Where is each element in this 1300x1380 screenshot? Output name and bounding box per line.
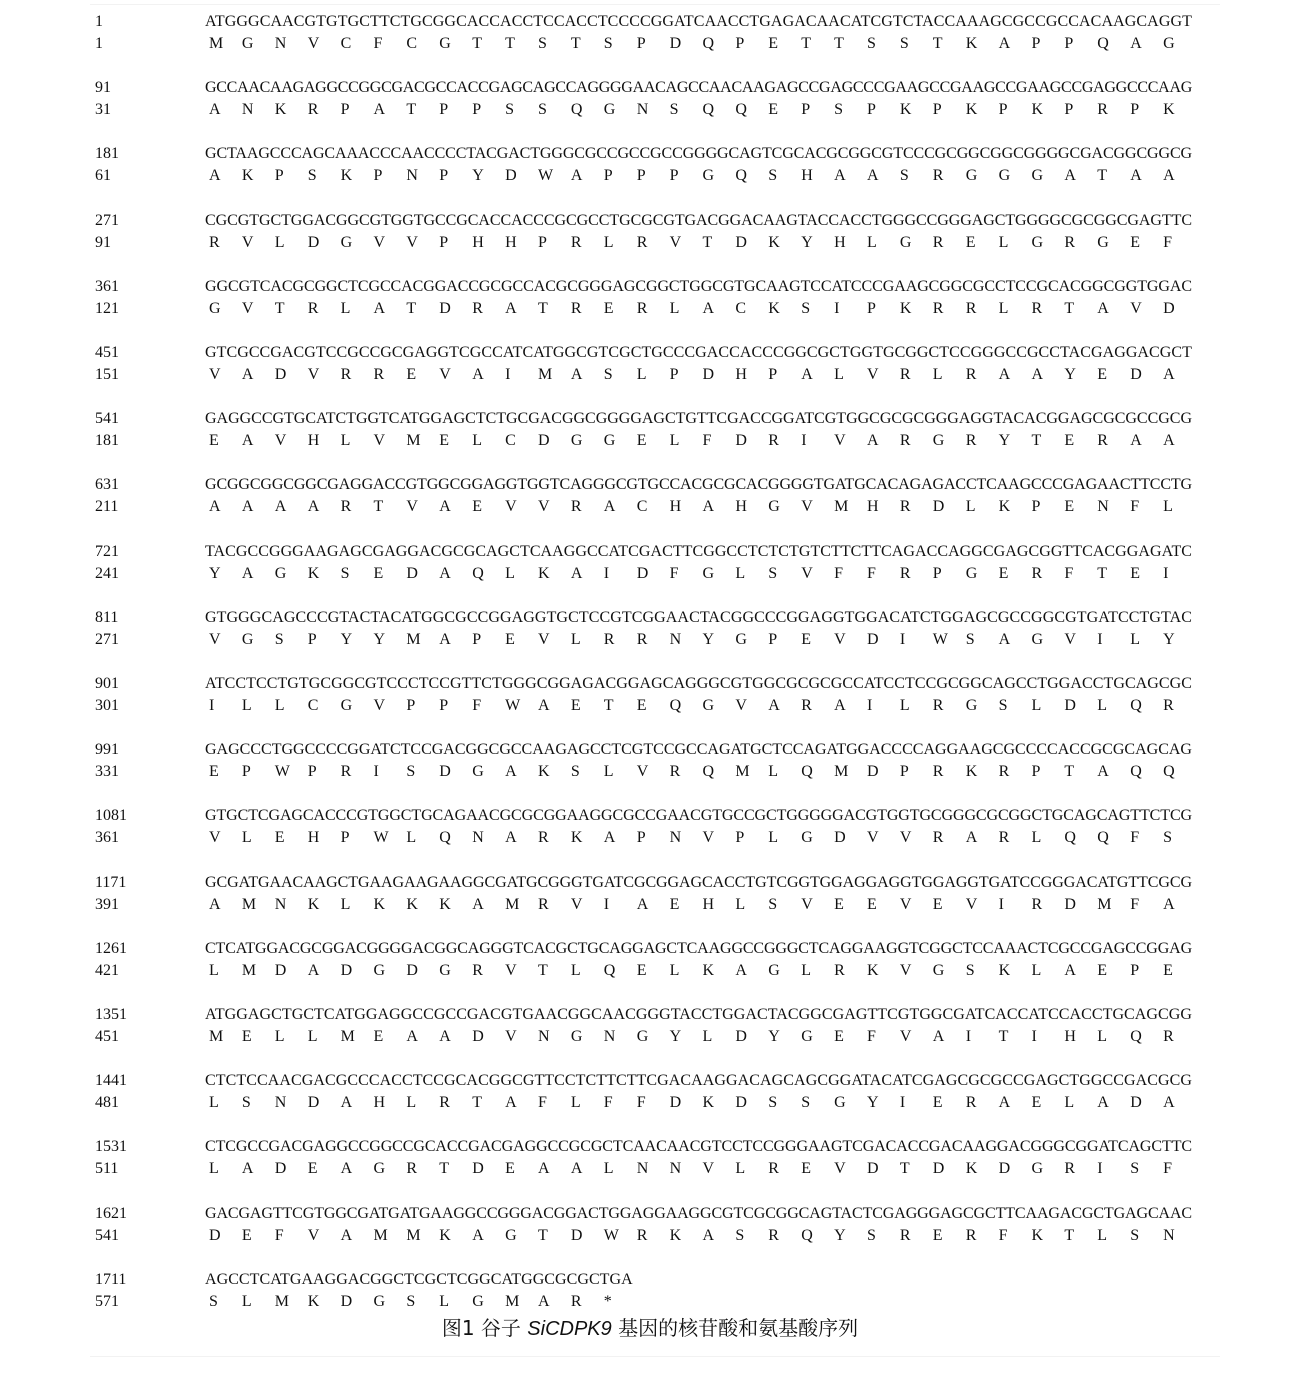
nucleotide-sequence: GCGATGAACAAGCTGAAGAAGAAGGCGATGCGGGTGATCGCGGAGCACCTGTCGGTGGAGGAGGTGGAGGTGATCCGGGACATGTTCGCG	[205, 873, 1192, 891]
nucleotide-sequence: GAGGCCGTGCATCTGGTCATGGAGCTCTGCGACGGCGGGGAGCTGTTCGACCGGATCGTGGCGCGCGGGAGGTACACGGAGCGCGCCGCG	[205, 410, 1193, 428]
sequence-block: 1351 ATGGAGCTGCTCATGGAGGCCGCCGACGTGAACGGCAACGGGTACCTGGACTACGGCGAGTTCGTGGCGATCACCATCCACCTGCAGCGG 451 M E L L M E A A D V N G N G Y L D Y G E F V A I T I H L Q R	[95, 1006, 1192, 1045]
nucleotide-sequence: GTCGCCGACGTCCGCCGCGAGGTCGCCATCATGGCGTCGCTGCCCGACCACCCGGCGCTGGTGCGGCTCCGGGCCGCCTACGAGGACGCT	[205, 344, 1192, 361]
sequence-block: 811 GTGGGCAGCCCGTACTACATGGCGCCGGAGGTGCTCCGTCGGAACTACGGCCCGGAGGTGGACATCTGGAGCGCCGGCGTGATCCTGTAC 271 V G S P Y Y M A P E V L R R N Y G P E V D I W S A G V I L Y	[95, 608, 1192, 648]
nucleotide-position: 451	[95, 344, 119, 361]
nucleotide-position: 1	[95, 13, 103, 30]
nucleotide-sequence: GGCGTCACGCGGCTCGCCACGGACCGCGCCACGCGGGAGCGGCTGGCGTGCAAGTCCATCCCGAAGCGGCGCCTCCGCACGGCGGTGGAC	[205, 277, 1193, 295]
amino-acid-position: 331	[95, 763, 119, 781]
amino-acid-position: 181	[95, 432, 119, 450]
nucleotide-position: 1081	[95, 807, 127, 825]
sequence-block: 1081 GTGCTCGAGCACCCGTGGCTGCAGAACGCGCGGAAGGCGCCGAACGTGCCGCTGGGGGACGTGGTGCGGGCGCGGCTGCAGCAGTTCTCG 361 V L E H P W L Q N A R K A P N V P L G D V V R A R L Q Q F S	[95, 807, 1192, 847]
nucleotide-position: 1711	[95, 1270, 127, 1288]
amino-acid-position: 481	[95, 1094, 119, 1112]
nucleotide-sequence: GTGGGCAGCCCGTACTACATGGCGCCGGAGGTGCTCCGTCGGAACTACGGCCCGGAGGTGGACATCTGGAGCGCCGGCGTGATCCTGTAC	[205, 608, 1192, 626]
amino-acid-position: 1	[95, 35, 103, 52]
amino-acid-position: 61	[95, 167, 111, 185]
sequence-block: 721 TACGCCGGGAAGAGCGAGGACGCGCAGCTCAAGGCCATCGACTTCGGCCTCTCTGTCTTCTTCAGACCAGGCGAGCGGTTCACGGAGATC 241 Y A G K S E D A Q L K A I D F G L S V F F R P G E R F T E I	[95, 542, 1192, 582]
nucleotide-position: 541	[95, 410, 119, 428]
sequence-block: 91 GCCAACAAGAGGCCGGCGACGCCACCGAGCAGCCAGGGGAACAGCCAACAAGAGCCGAGCCCGAAGCCGAAGCCGAAGCCGAGGCCCAAG 31 A N K R P A T P P S S Q G N S Q Q E P S P K P K P K P R P K	[95, 79, 1193, 119]
top-rule	[90, 4, 1220, 5]
amino-acid-position: 211	[95, 498, 119, 516]
amino-acid-position: 241	[95, 564, 119, 582]
nucleotide-position: 1441	[95, 1072, 127, 1090]
sequence-block: 1441 CTCTCCAACGACGCCCACCTCCGCACGGCGTTCCTCTTCTTCGACAAGGACAGCAGCGGATACATCGAGCGCGCCGAGCTGGCCGACGCG 481 L S N D A H L R T A F L F F D K D S S G Y I E R A E L A D A	[95, 1072, 1192, 1112]
sequence-block: 1621 GACGAGTTCGTGGCGATGATGAAGGCCGGGACGGACTGGAGGAAGGCGTCGCGGCAGTACTCGAGGGAGCGCTTCAAGACGCTGAGCAAC 541 D E F V A M M K A G T D W R K A S R Q Y S R E R F K T L S N	[95, 1204, 1193, 1244]
nucleotide-position: 811	[95, 608, 119, 626]
sequence-block: 1261 CTCATGGACGCGGACGGGGACGGCAGGGTCACGCTGCAGGAGCTCAAGGCCGGGCTCAGGAAGGTCGGCTCCAAACTCGCCGAGCCGGAG 421 L M D A D G D G R V T L Q E L K A G L R K V G S K L A E P E	[95, 939, 1193, 979]
sequence-block: 1531 CTCGCCGACGAGGCCGGCCGCACCGACGAGGCCGCGCTCAACAACGTCCTCCGGGAAGTCGACACCGACAAGGACGGGCGGATCAGCTTC 511 L A D E A G R T D E A A L N N V L R E V D T D K D G R I S F	[95, 1138, 1192, 1178]
sequence-block: 541 GAGGCCGTGCATCTGGTCATGGAGCTCTGCGACGGCGGGGAGCTGTTCGACCGGATCGTGGCGCGCGGGAGGTACACGGAGCGCGCCGCG 181 E A V H L V M E L C D G G E L F D R I V A R G R Y T E R A A	[95, 410, 1193, 450]
nucleotide-position: 1351	[95, 1006, 127, 1023]
amino-acid-position: 391	[95, 895, 119, 913]
caption-prefix: 图1 谷子	[441, 1316, 528, 1340]
nucleotide-sequence: CGCGTGCTGGACGGCGTGGTGCCGCACCACCCGCGCCTGCGCGTGACGGACAAGTACCACCTGGGCCGGGAGCTGGGGCGCGGCGAGTTC	[205, 211, 1192, 229]
nucleotide-position: 631	[95, 476, 119, 494]
sequence-block: 1 ATGGGCAACGTGTGCTTCTGCGGCACCACCTCCACCTCCCCGGATCAACCTGAGACAACATCGTCTACCAAAGCGCCGCCACAAGCAGGT 1 M G N V C F C G T T S T S P D Q P E T T S S T K A P P Q A G	[95, 13, 1192, 52]
bottom-rule	[90, 1356, 1220, 1357]
nucleotide-sequence: ATCCTCCTGTGCGGCGTCCCTCCGTTCTGGGCGGAGACGGAGCAGGGCGTGGCGCGCGCCATCCTCCGCGGCAGCCTGGACCTGCAGCGC	[205, 675, 1192, 692]
sequence-block: 991 GAGCCCTGGCCCCGGATCTCCGACGGCGCCAAGAGCCTCGTCCGCCAGATGCTCCAGATGGACCCCAGGAAGCGCCCCACCGCGCAGCAG 331 E P W P R I S D G A K S L V R Q M L Q M D P R K R P T A Q Q	[95, 741, 1192, 781]
sequence-block: 1711 AGCCTCATGAAGGACGGCTCGCTCGGCATGGCGCGCTGA 571 S L M K D G S L G M A R *	[95, 1270, 633, 1310]
amino-acid-position: 91	[95, 233, 111, 251]
nucleotide-position: 901	[95, 675, 119, 692]
amino-acid-position: 121	[95, 299, 119, 317]
nucleotide-position: 91	[95, 79, 111, 97]
nucleotide-position: 181	[95, 145, 119, 163]
nucleotide-sequence: GACGAGTTCGTGGCGATGATGAAGGCCGGGACGGACTGGAGGAAGGCGTCGCGGCAGTACTCGAGGGAGCGCTTCAAGACGCTGAGCAAC	[205, 1204, 1193, 1222]
nucleotide-sequence: ATGGAGCTGCTCATGGAGGCCGCCGACGTGAACGGCAACGGGTACCTGGACTACGGCGAGTTCGTGGCGATCACCATCCACCTGCAGCGG	[205, 1006, 1192, 1023]
amino-acid-position: 31	[95, 101, 111, 119]
sequence-block: 901 ATCCTCCTGTGCGGCGTCCCTCCGTTCTGGGCGGAGACGGAGCAGGGCGTGGCGCGCGCCATCCTCCGCGGCAGCCTGGACCTGCAGCGC 301 I L L C G V P P F W A E T E Q G V A R A I L R G S L D L Q R	[95, 675, 1192, 714]
nucleotide-sequence: GAGCCCTGGCCCCGGATCTCCGACGGCGCCAAGAGCCTCGTCCGCCAGATGCTCCAGATGGACCCCAGGAAGCGCCCCACCGCGCAGCAG	[205, 741, 1192, 759]
nucleotide-sequence: GCCAACAAGAGGCCGGCGACGCCACCGAGCAGCCAGGGGAACAGCCAACAAGAGCCGAGCCCGAAGCCGAAGCCGAAGCCGAGGCCCAAG	[205, 79, 1193, 97]
nucleotide-position: 721	[95, 542, 119, 560]
nucleotide-sequence: GCGGCGGCGGCGAGGACCGTGGCGGAGGTGGTCAGGGCGTGCCACGCGCACGGGGTGATGCACAGAGACCTCAAGCCCGAGAACTTCCTG	[205, 476, 1192, 494]
caption-suffix: 基因的核苷酸和氨基酸序列	[611, 1316, 859, 1340]
amino-acid-position: 511	[95, 1160, 119, 1178]
caption-gene-name: SiCDPK9	[527, 1318, 612, 1340]
nucleotide-sequence: GTGCTCGAGCACCCGTGGCTGCAGAACGCGCGGAAGGCGCCGAACGTGCCGCTGGGGGACGTGGTGCGGGCGCGGCTGCAGCAGTTCTCG	[205, 807, 1192, 825]
sequence-block: 1171 GCGATGAACAAGCTGAAGAAGAAGGCGATGCGGGTGATCGCGGAGCACCTGTCGGTGGAGGAGGTGGAGGTGATCCGGGACATGTTCGCG 391 A M N K L K K K A M R V I A E H L S V E E V E V I R D M F A	[95, 873, 1192, 913]
nucleotide-sequence: TACGCCGGGAAGAGCGAGGACGCGCAGCTCAAGGCCATCGACTTCGGCCTCTCTGTCTTCTTCAGACCAGGCGAGCGGTTCACGGAGATC	[205, 542, 1192, 560]
nucleotide-position: 1531	[95, 1138, 127, 1156]
sequence-block: 271 CGCGTGCTGGACGGCGTGGTGCCGCACCACCCGCGCCTGCGCGTGACGGACAAGTACCACCTGGGCCGGGAGCTGGGGCGCGGCGAGTTC 91 R V L D G V V P H H P R L R V T D K Y H L G R E L G R G E F	[95, 211, 1192, 251]
amino-acid-position: 271	[95, 630, 119, 648]
amino-acid-position: 571	[95, 1292, 119, 1310]
nucleotide-position: 271	[95, 211, 119, 229]
nucleotide-sequence: CTCTCCAACGACGCCCACCTCCGCACGGCGTTCCTCTTCTTCGACAAGGACAGCAGCGGATACATCGAGCGCGCCGAGCTGGCCGACGCG	[205, 1072, 1192, 1090]
amino-acid-position: 151	[95, 366, 119, 383]
sequence-block: 631 GCGGCGGCGGCGAGGACCGTGGCGGAGGTGGTCAGGGCGTGCCACGCGCACGGGGTGATGCACAGAGACCTCAAGCCCGAGAACTTCCTG 211 A A A A R T V A E V V R A C H A H G V M H R D L K P E N F L	[95, 476, 1192, 516]
sequence-block: 181 GCTAAGCCCAGCAAACCCAACCCCTACGACTGGGCGCCGCCGCCGGGGCAGTCGCACGCGGCGTCCCGCGGCGGCGGGGCGACGGCGGCG 61 A K P S K P N P Y D W A P P P G Q S H A A S R G G G A T A A	[95, 145, 1192, 185]
figure-caption	[0, 1314, 1300, 1343]
amino-acid-position: 301	[95, 697, 119, 714]
nucleotide-position: 1621	[95, 1204, 127, 1222]
amino-acid-position: 361	[95, 829, 119, 847]
nucleotide-position: 1261	[95, 939, 127, 957]
amino-acid-position: 421	[95, 961, 119, 979]
nucleotide-position: 991	[95, 741, 119, 759]
amino-acid-position: 541	[95, 1226, 119, 1244]
nucleotide-sequence: ATGGGCAACGTGTGCTTCTGCGGCACCACCTCCACCTCCCCGGATCAACCTGAGACAACATCGTCTACCAAAGCGCCGCCACAAGCAGGT	[205, 13, 1192, 30]
nucleotide-sequence: AGCCTCATGAAGGACGGCTCGCTCGGCATGGCGCGCTGA	[205, 1270, 633, 1288]
amino-acid-position: 451	[95, 1028, 119, 1045]
nucleotide-sequence: CTCATGGACGCGGACGGGGACGGCAGGGTCACGCTGCAGGAGCTCAAGGCCGGGCTCAGGAAGGTCGGCTCCAAACTCGCCGAGCCGGAG	[205, 939, 1193, 957]
nucleotide-position: 1171	[95, 873, 127, 891]
sequence-block: 361 GGCGTCACGCGGCTCGCCACGGACCGCGCCACGCGGGAGCGGCTGGCGTGCAAGTCCATCCCGAAGCGGCGCCTCCGCACGGCGGTGGAC 121 G V T R L A T D R A T R E R L A C K S I P K R R L R T A V D	[95, 277, 1193, 317]
sequence-block: 451 GTCGCCGACGTCCGCCGCGAGGTCGCCATCATGGCGTCGCTGCCCGACCACCCGGCGCTGGTGCGGCTCCGGGCCGCCTACGAGGACGCT 151 V A D V R R E V A I M A S L P D H P A L V R L R A A Y E D A	[95, 344, 1192, 383]
nucleotide-position: 361	[95, 277, 119, 295]
nucleotide-sequence: CTCGCCGACGAGGCCGGCCGCACCGACGAGGCCGCGCTCAACAACGTCCTCCGGGAAGTCGACACCGACAAGGACGGGCGGATCAGCTTC	[205, 1138, 1192, 1156]
nucleotide-sequence: GCTAAGCCCAGCAAACCCAACCCCTACGACTGGGCGCCGCCGCCGGGGCAGTCGCACGCGGCGTCCCGCGGCGGCGGGGCGACGGCGGCG	[205, 145, 1192, 163]
